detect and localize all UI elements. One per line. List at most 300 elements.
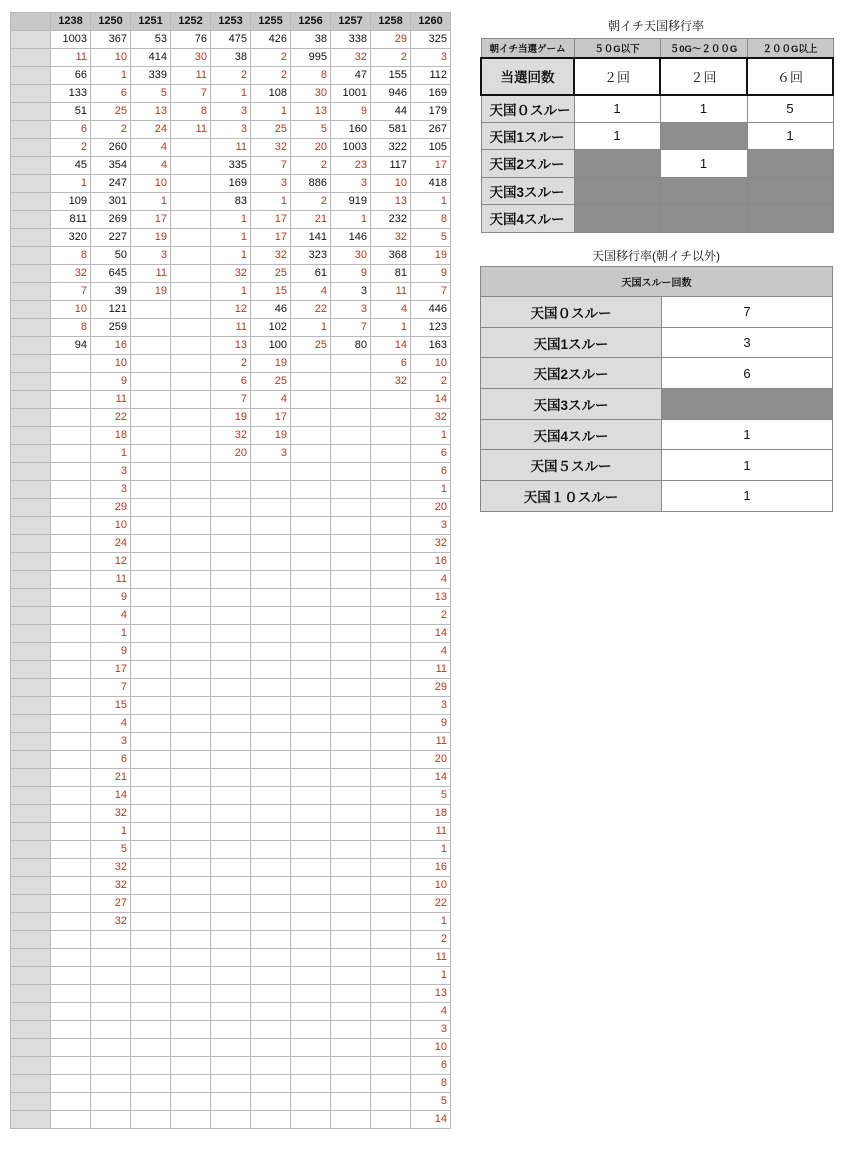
- table-cell: [291, 1075, 331, 1093]
- table-cell: 2: [411, 607, 451, 625]
- row-header-cell: [11, 607, 51, 625]
- table-cell: [331, 355, 371, 373]
- table-cell: [171, 1003, 211, 1021]
- table-cell: 15: [251, 283, 291, 301]
- table-row: [11, 355, 451, 373]
- table-cell: [51, 391, 91, 409]
- table-cell: 6: [91, 85, 131, 103]
- table-cell: [171, 733, 211, 751]
- table-cell: [211, 481, 251, 499]
- table-cell: 108: [251, 85, 291, 103]
- table-cell: [291, 913, 331, 931]
- table-cell: [51, 661, 91, 679]
- table-cell: 9: [91, 373, 131, 391]
- table-cell: [371, 931, 411, 949]
- table-cell: [51, 571, 91, 589]
- table-cell: 7: [171, 85, 211, 103]
- table-cell: [211, 1057, 251, 1075]
- table-cell: [171, 463, 211, 481]
- table-cell: 123: [411, 319, 451, 337]
- table-cell: 19: [251, 355, 291, 373]
- table-cell: [171, 319, 211, 337]
- table-cell: 1: [411, 427, 451, 445]
- table-cell: 5: [411, 787, 451, 805]
- table-cell: [171, 445, 211, 463]
- table-cell: [251, 625, 291, 643]
- table-row: [11, 175, 451, 193]
- other-cell: 1: [662, 450, 833, 481]
- table-cell: [371, 499, 411, 517]
- table-row: [11, 967, 451, 985]
- table-cell: [291, 355, 331, 373]
- table-cell: [291, 571, 331, 589]
- table-cell: 30: [291, 85, 331, 103]
- table-cell: [131, 949, 171, 967]
- table-cell: [51, 805, 91, 823]
- row-header-cell: [11, 1057, 51, 1075]
- table-cell: 9: [331, 103, 371, 121]
- table-cell: [131, 445, 171, 463]
- morning-cell: [574, 177, 660, 205]
- table-cell: [51, 355, 91, 373]
- column-header: 1238: [51, 13, 91, 31]
- table-cell: 232: [371, 211, 411, 229]
- morning-row-label: 天国2スルー: [481, 150, 574, 178]
- table-cell: [91, 1057, 131, 1075]
- table-cell: [211, 553, 251, 571]
- other-row: [481, 419, 833, 450]
- table-cell: [331, 949, 371, 967]
- table-cell: [171, 1021, 211, 1039]
- table-cell: [251, 679, 291, 697]
- row-header-cell: [11, 103, 51, 121]
- table-row: [11, 1057, 451, 1075]
- table-row: [11, 211, 451, 229]
- table-cell: 426: [251, 31, 291, 49]
- table-cell: 1: [51, 175, 91, 193]
- table-cell: [131, 571, 171, 589]
- table-cell: [91, 949, 131, 967]
- table-cell: [331, 1039, 371, 1057]
- table-cell: 475: [211, 31, 251, 49]
- table-cell: [91, 967, 131, 985]
- table-cell: 17: [251, 229, 291, 247]
- table-cell: [211, 787, 251, 805]
- table-cell: [371, 643, 411, 661]
- morning-row: [481, 150, 833, 178]
- table-cell: [51, 841, 91, 859]
- morning-row-label: 当選回数: [481, 58, 574, 95]
- table-cell: 94: [51, 337, 91, 355]
- table-row: [11, 625, 451, 643]
- table-cell: [131, 769, 171, 787]
- table-cell: [131, 1021, 171, 1039]
- table-cell: [331, 589, 371, 607]
- table-cell: [251, 517, 291, 535]
- table-cell: [51, 607, 91, 625]
- table-cell: [291, 1003, 331, 1021]
- table-cell: 24: [131, 121, 171, 139]
- table-cell: 109: [51, 193, 91, 211]
- table-cell: [171, 481, 211, 499]
- table-cell: 10: [91, 49, 131, 67]
- row-header-cell: [11, 589, 51, 607]
- table-cell: 141: [291, 229, 331, 247]
- table-cell: [371, 769, 411, 787]
- data-sheet-table: [10, 12, 451, 1129]
- table-cell: [51, 535, 91, 553]
- table-cell: [371, 859, 411, 877]
- table-cell: [331, 1003, 371, 1021]
- table-cell: [331, 895, 371, 913]
- table-cell: [131, 823, 171, 841]
- morning-cell: [747, 177, 833, 205]
- table-cell: [211, 535, 251, 553]
- row-header-cell: [11, 85, 51, 103]
- table-cell: 645: [91, 265, 131, 283]
- table-row: [11, 409, 451, 427]
- table-cell: 1: [411, 841, 451, 859]
- table-cell: 32: [331, 49, 371, 67]
- table-cell: [131, 391, 171, 409]
- table-cell: 9: [411, 715, 451, 733]
- table-cell: 368: [371, 247, 411, 265]
- table-cell: [211, 571, 251, 589]
- table-cell: [371, 697, 411, 715]
- table-cell: [51, 787, 91, 805]
- table-cell: [211, 589, 251, 607]
- table-cell: [171, 139, 211, 157]
- table-cell: [371, 571, 411, 589]
- table-cell: 32: [211, 265, 251, 283]
- table-cell: [171, 841, 211, 859]
- table-row: [11, 571, 451, 589]
- table-cell: [371, 481, 411, 499]
- row-header-cell: [11, 877, 51, 895]
- morning-cell: 1: [747, 122, 833, 150]
- table-cell: 8: [291, 67, 331, 85]
- table-cell: 45: [51, 157, 91, 175]
- table-cell: 25: [91, 103, 131, 121]
- column-header: 1257: [331, 13, 371, 31]
- table-cell: 5: [91, 841, 131, 859]
- table-cell: [291, 949, 331, 967]
- row-header-cell: [11, 859, 51, 877]
- table-cell: 25: [251, 265, 291, 283]
- table-cell: 20: [411, 499, 451, 517]
- row-header-cell: [11, 643, 51, 661]
- table-cell: 260: [91, 139, 131, 157]
- row-header-cell: [11, 211, 51, 229]
- row-header-cell: [11, 517, 51, 535]
- table-cell: 7: [51, 283, 91, 301]
- table-cell: [131, 499, 171, 517]
- table-cell: [331, 553, 371, 571]
- table-cell: 179: [411, 103, 451, 121]
- table-cell: 17: [91, 661, 131, 679]
- table-cell: [251, 913, 291, 931]
- table-cell: [171, 625, 211, 643]
- table-cell: [51, 679, 91, 697]
- table-cell: [131, 427, 171, 445]
- table-cell: [291, 409, 331, 427]
- table-cell: 2: [251, 49, 291, 67]
- table-cell: 227: [91, 229, 131, 247]
- other-cell: 7: [662, 297, 833, 328]
- other-row: [481, 389, 833, 420]
- table-cell: [251, 661, 291, 679]
- table-cell: 38: [211, 49, 251, 67]
- table-cell: [131, 967, 171, 985]
- table-cell: 163: [411, 337, 451, 355]
- table-cell: 247: [91, 175, 131, 193]
- table-row: [11, 1039, 451, 1057]
- table-cell: [291, 1057, 331, 1075]
- table-cell: [371, 625, 411, 643]
- other-row: [481, 327, 833, 358]
- morning-cell: 5: [747, 95, 833, 123]
- table-cell: [291, 607, 331, 625]
- table-cell: [171, 301, 211, 319]
- table-cell: 17: [251, 211, 291, 229]
- table-cell: [371, 517, 411, 535]
- table-cell: 11: [91, 391, 131, 409]
- table-row: [11, 823, 451, 841]
- table-cell: 10: [91, 517, 131, 535]
- table-cell: 17: [411, 157, 451, 175]
- other-row: [481, 450, 833, 481]
- table-cell: [291, 805, 331, 823]
- table-cell: [171, 715, 211, 733]
- row-header-cell: [11, 733, 51, 751]
- table-cell: [331, 625, 371, 643]
- table-cell: [331, 715, 371, 733]
- table-cell: 22: [291, 301, 331, 319]
- row-header-cell: [11, 661, 51, 679]
- table-cell: [251, 1003, 291, 1021]
- table-cell: [211, 697, 251, 715]
- table-cell: [171, 661, 211, 679]
- row-header-cell: [11, 985, 51, 1003]
- row-header-cell: [11, 409, 51, 427]
- table-cell: 53: [131, 31, 171, 49]
- table-cell: 2: [211, 67, 251, 85]
- table-cell: [91, 1003, 131, 1021]
- table-cell: 13: [411, 589, 451, 607]
- table-cell: [331, 1057, 371, 1075]
- table-cell: [131, 355, 171, 373]
- table-cell: 1: [291, 319, 331, 337]
- table-cell: [91, 1111, 131, 1129]
- table-cell: [51, 751, 91, 769]
- table-cell: 4: [411, 571, 451, 589]
- row-header-cell: [11, 391, 51, 409]
- table-cell: [211, 967, 251, 985]
- other-table-header: 天国スルー回数: [481, 267, 833, 297]
- morning-cell: 1: [574, 122, 660, 150]
- table-cell: 155: [371, 67, 411, 85]
- table-cell: 15: [91, 697, 131, 715]
- table-cell: 61: [291, 265, 331, 283]
- other-row-label: 天国０スルー: [481, 297, 662, 328]
- table-cell: 11: [131, 265, 171, 283]
- table-row: [11, 427, 451, 445]
- table-cell: 259: [91, 319, 131, 337]
- table-cell: 3: [251, 445, 291, 463]
- table-cell: 811: [51, 211, 91, 229]
- table-cell: [291, 643, 331, 661]
- table-cell: 1: [411, 193, 451, 211]
- row-header-cell: [11, 265, 51, 283]
- table-cell: [291, 535, 331, 553]
- table-cell: 13: [371, 193, 411, 211]
- row-header-cell: [11, 1003, 51, 1021]
- row-header-cell: [11, 31, 51, 49]
- table-cell: [371, 949, 411, 967]
- row-header-cell: [11, 1093, 51, 1111]
- table-row: [11, 679, 451, 697]
- table-cell: [251, 499, 291, 517]
- table-cell: [331, 661, 371, 679]
- table-row: [11, 895, 451, 913]
- table-cell: 10: [51, 301, 91, 319]
- table-cell: 6: [411, 463, 451, 481]
- table-cell: 18: [91, 427, 131, 445]
- table-cell: [251, 1075, 291, 1093]
- table-cell: [171, 283, 211, 301]
- table-cell: 4: [131, 139, 171, 157]
- table-cell: 3: [211, 121, 251, 139]
- table-cell: [171, 571, 211, 589]
- table-cell: [211, 1111, 251, 1129]
- table-cell: [251, 1057, 291, 1075]
- table-cell: [211, 1021, 251, 1039]
- table-cell: 46: [251, 301, 291, 319]
- other-row-label: 天国3スルー: [481, 389, 662, 420]
- row-header-cell: [11, 913, 51, 931]
- table-cell: [51, 553, 91, 571]
- table-row: [11, 859, 451, 877]
- table-cell: 83: [211, 193, 251, 211]
- table-cell: 1: [91, 625, 131, 643]
- table-cell: [371, 823, 411, 841]
- table-cell: 17: [251, 409, 291, 427]
- table-cell: [331, 445, 371, 463]
- table-cell: [51, 913, 91, 931]
- row-header-cell: [11, 967, 51, 985]
- table-cell: 32: [211, 427, 251, 445]
- table-row: [11, 229, 451, 247]
- table-cell: [251, 931, 291, 949]
- table-cell: 32: [411, 409, 451, 427]
- table-cell: [371, 913, 411, 931]
- table-cell: 121: [91, 301, 131, 319]
- table-cell: 3: [331, 175, 371, 193]
- table-cell: [171, 679, 211, 697]
- table-cell: [331, 823, 371, 841]
- table-cell: [131, 553, 171, 571]
- table-cell: [131, 733, 171, 751]
- table-row: [11, 391, 451, 409]
- table-cell: [251, 589, 291, 607]
- table-cell: 354: [91, 157, 131, 175]
- table-cell: 2: [211, 355, 251, 373]
- morning-row: [481, 95, 833, 123]
- table-cell: [51, 823, 91, 841]
- table-cell: [171, 1111, 211, 1129]
- table-cell: 51: [51, 103, 91, 121]
- table-cell: [371, 1093, 411, 1111]
- row-header-cell: [11, 373, 51, 391]
- table-row: [11, 319, 451, 337]
- table-cell: 1: [411, 481, 451, 499]
- table-cell: [131, 373, 171, 391]
- table-cell: [171, 247, 211, 265]
- morning-cell: [574, 205, 660, 233]
- table-cell: [371, 895, 411, 913]
- table-cell: [51, 1111, 91, 1129]
- table-cell: [371, 967, 411, 985]
- table-cell: [291, 481, 331, 499]
- other-row: [481, 297, 833, 328]
- table-cell: [251, 823, 291, 841]
- table-cell: 9: [91, 589, 131, 607]
- row-header-cell: [11, 463, 51, 481]
- table-cell: 27: [91, 895, 131, 913]
- other-row: [481, 481, 833, 512]
- other-cell: 1: [662, 481, 833, 512]
- table-cell: [331, 751, 371, 769]
- row-header-cell: [11, 895, 51, 913]
- table-cell: [91, 1021, 131, 1039]
- row-header-cell: [11, 553, 51, 571]
- table-cell: 32: [91, 913, 131, 931]
- table-cell: [291, 769, 331, 787]
- table-cell: 21: [91, 769, 131, 787]
- table-cell: [291, 877, 331, 895]
- table-cell: [211, 751, 251, 769]
- table-cell: 9: [411, 265, 451, 283]
- table-cell: [171, 355, 211, 373]
- table-cell: [331, 607, 371, 625]
- row-header-cell: [11, 625, 51, 643]
- table-cell: [131, 985, 171, 1003]
- table-cell: [291, 499, 331, 517]
- table-cell: 3: [331, 301, 371, 319]
- table-cell: [131, 625, 171, 643]
- table-row: [11, 265, 451, 283]
- table-cell: 3: [211, 103, 251, 121]
- table-cell: 4: [411, 643, 451, 661]
- table-cell: [331, 517, 371, 535]
- other-row-label: 天国1スルー: [481, 327, 662, 358]
- table-cell: 8: [411, 211, 451, 229]
- table-row: [11, 949, 451, 967]
- morning-cell: [660, 205, 747, 233]
- table-cell: [331, 1093, 371, 1111]
- table-cell: [371, 751, 411, 769]
- table-row: [11, 103, 451, 121]
- table-cell: 2: [91, 121, 131, 139]
- other-cell: 1: [662, 419, 833, 450]
- table-cell: [91, 931, 131, 949]
- table-cell: [331, 733, 371, 751]
- row-header-cell: [11, 445, 51, 463]
- table-row: [11, 877, 451, 895]
- table-cell: [131, 679, 171, 697]
- table-cell: 6: [411, 445, 451, 463]
- table-cell: [171, 859, 211, 877]
